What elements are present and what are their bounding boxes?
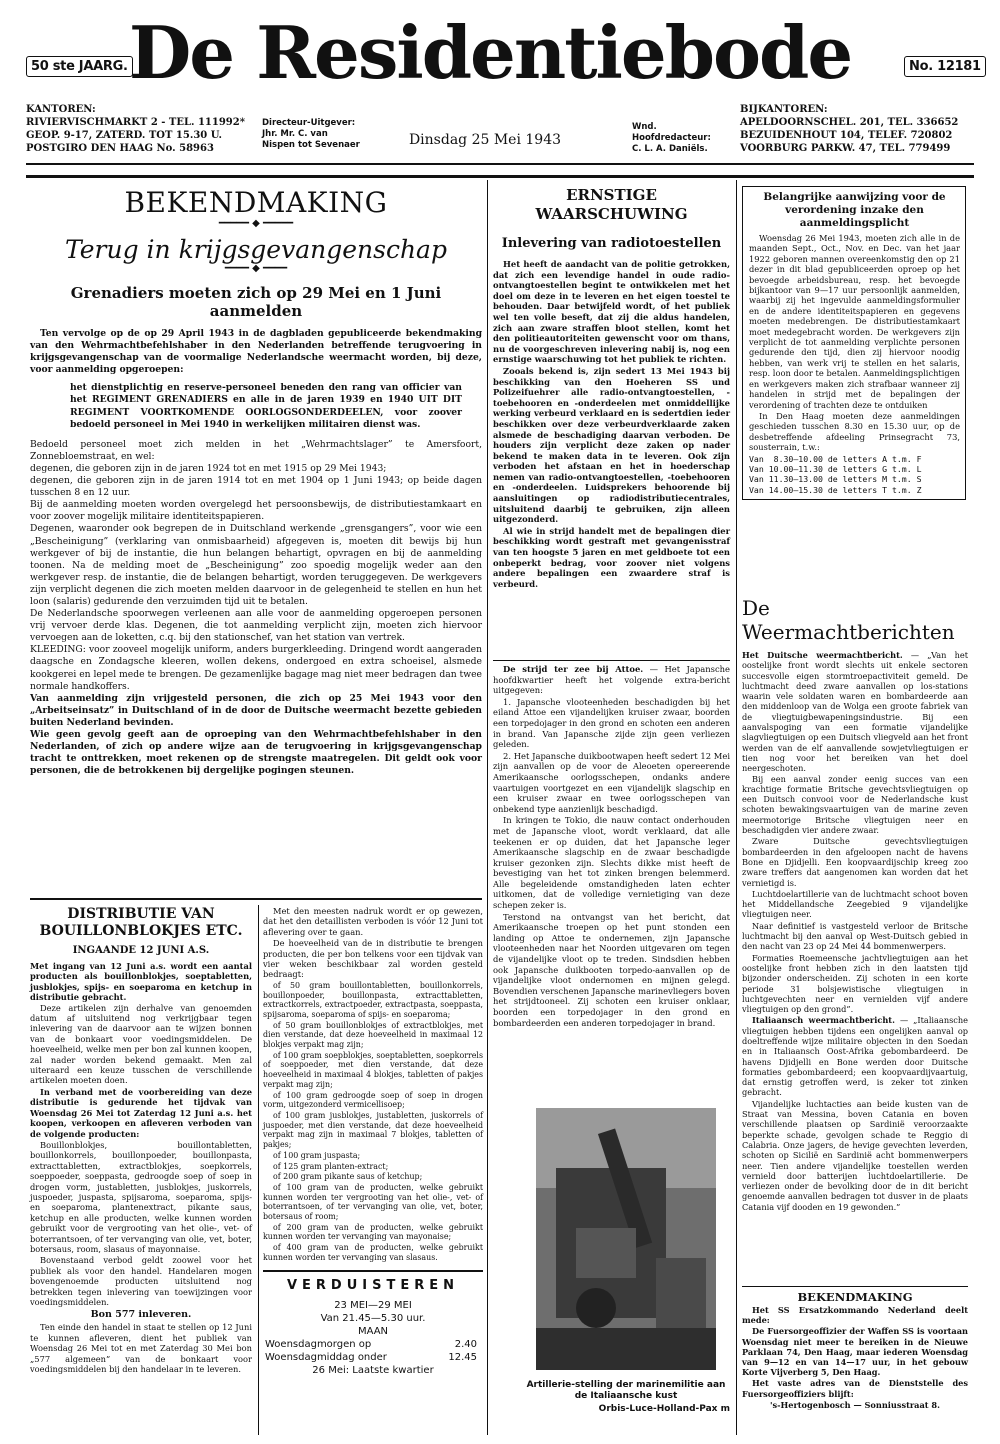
offices-right: BIJKANTOREN: APELDOORNSCHEL. 201, TEL. 336652 BEZUIDENHOUT 104, TELEF. 720802 VOORBURG PARKW. 47, TEL. 779499 bbox=[740, 104, 959, 154]
quantity-item: of 100 gram gedroogde soep of soep in drogen vorm, uitgezonderd vermicellisoep; bbox=[263, 1090, 483, 1110]
moon-row bbox=[263, 1338, 483, 1351]
aanwijzing-paragraph: In Den Haag moeten deze aanmeldingen geschieden tusschen 8.30 en 15.30 uur, op de desbetreffende afdeeling Prinsegracht 73, sousterrain, t.w.: bbox=[749, 410, 960, 453]
weermacht-paragraph: Luchtdoelartillerie van de luchtmacht schoot boven het Middellandsche Zeegebied 9 vijandelijke vliegtuigen neer. bbox=[742, 888, 968, 920]
notice-paragraph: degenen, die geboren zijn in de jaren 1924 tot en met 1915 op 29 Mei 1943; bbox=[30, 462, 387, 474]
distributie-paragraph: Ten einde den handel in staat te stellen op 12 Juni te kunnen afleveren, dient het publiek van Woensdag 26 Mei tot en met Zaterdag 30 Mei bon „577 algemeen” van de bonkaart voor voedingsmiddelen bij den handelaar in te leveren. bbox=[30, 1322, 252, 1375]
quantity-item: of 200 gram pikante saus of ketchup; bbox=[273, 1172, 423, 1182]
moon-row bbox=[263, 1351, 483, 1364]
quantity-item: of 100 gram juspasta; bbox=[273, 1150, 361, 1160]
schedule-row: Van 11.30—13.00 de letters M t.m. S bbox=[749, 474, 922, 485]
quantity-item: of 100 gram soepblokjes, soeptabletten, soepkorrels of soeppoeder, met dien verstande, dat deze hoeveelheid in maximaal 4 blokjes, tabletten of pakjes verpakt mag zijn; bbox=[263, 1050, 483, 1089]
weermacht-article bbox=[742, 596, 968, 1213]
column-rule bbox=[736, 180, 737, 1435]
italian-lead: Italiaansch weermachtbericht. bbox=[752, 1015, 895, 1026]
masthead-title: De Residentiebode bbox=[128, 10, 852, 95]
moon-heading: MAAN bbox=[357, 1326, 389, 1337]
notice-intro: Ten vervolge op de op 29 April 1943 in de dagbladen gepubliceerde bekendmaking van den Wehrmachtbefehlshaber in den Nederlanden betreffende terugvoering in krijgsgevangenschap van de voormalige Nederlandsche weermacht worden, bij deze, voor aanmelding opgeroepen: bbox=[30, 328, 482, 376]
attoe-article bbox=[493, 664, 730, 1029]
editor-info: Wnd. Hoofdredacteur: C. L. A. Daniëls. bbox=[632, 122, 711, 154]
column-rule bbox=[487, 180, 488, 1435]
ss-notice-paragraph: Het vaste adres van de Dienststelle des Fuersorgeoffiziers blijft: bbox=[742, 1378, 968, 1399]
aanwijzing-box bbox=[742, 186, 966, 500]
notice-paragraph: Van aanmelding zijn vrijgesteld personen, die zich op 25 Mei 1943 voor den „Arbeitseinsatz” in Duitschland of in de door de Duitsche weermacht bezette gebieden buiten Nederland bevinden. bbox=[30, 692, 482, 728]
quantity-item: of 50 gram bouillontabletten, bouillonkorrels, bouillonpoeder, bouillonpasta, extracttabletten, extractkorrels, extractpoeder, extractpasta, soeppasta, spijsaroma, soeparoma of spijs- en soeparoma; bbox=[263, 980, 483, 1019]
artillery-photo-illustration bbox=[536, 1108, 716, 1370]
verduisteren-dates: 23 MEI—29 MEI bbox=[334, 1300, 412, 1311]
attoe-lead: De strijd ter zee bij Attoe. bbox=[503, 664, 644, 674]
ss-notice-paragraph: De Fuersorgeoffizier der Waffen SS is voortaan Woensdag niet meer te bereiken in de Nieuwe Parklaan 74, Den Haag, maar iederen Woensdag van 9—12 en van 14—17 uur, in het gebouw Korte Vijverberg 5, Den Haag. bbox=[742, 1326, 968, 1378]
distributie-article bbox=[30, 906, 252, 1375]
distributie-paragraph: Deze artikelen zijn derhalve van genoemden datum af uitsluitend nog verkrijgbaar tegen inlevering van de daarvoor aan te wijzen bonnen van de bonkaart voor voedingsmiddelen. De hoeveelheid, welke men per bon zal kunnen koopen, zal nader worden bekend gemaakt. Men zal uiteraard een keuze tusschen de verschillende artikelen moeten doen. bbox=[30, 1002, 252, 1086]
ornament: ━━━━━ ◆ ━━━━━ bbox=[218, 218, 294, 229]
notice-subtitle: Grenadiers moeten zich op 29 Mei en 1 Juni aanmelden bbox=[70, 284, 442, 320]
schedule-row: Van 8.30—10.00 de letters A t.m. F bbox=[749, 453, 922, 464]
artillery-photo bbox=[536, 1108, 716, 1370]
section-rule bbox=[493, 660, 730, 661]
weermacht-paragraph: Zware Duitsche gevechtsvliegtuigen bombardeerden in den afgeloopen nacht de havens Bone en Djidjelli. Een koopvaardijschip kreeg zoo zware treffers dat aangenomen kan worden dat het vernietigd is. bbox=[742, 836, 968, 888]
issue-number-box bbox=[904, 56, 986, 77]
section-rule bbox=[30, 898, 482, 900]
attoe-paragraph: In kringen te Tokio, die nauw contact onderhouden met de Japansche vloot, wordt verklaard, dat alle teekenen er op duiden, dat het Japansche leger Amerikaansche slagschip en de zwaar beschadigde kruiser gezonken zijn. Slechts dikke mist heeft de bevestiging van het tot zinken brengen belemmerd. Alle begeleidende omstandigheden laten echter uitkomen, dat de volledige vernietiging van deze schepen zeker is. bbox=[493, 815, 730, 911]
warning-heading: ERNSTIGE WAARSCHUWING bbox=[535, 186, 688, 223]
attoe-paragraph: 2. Het Japansche duikbootwapen heeft sedert 12 Mei zijn aanvallen op de voor de Aleoeten opereerende Amerikaansche oorlogsschepen, ondanks andere vaartuigen voortgezet en een vijandelijk slagschip en een kruiser zwaar en twee oorlogsschepen van onbekend type aanzienlijk beschadigd. bbox=[493, 750, 730, 814]
quantity-item: of 100 gram van de producten, welke gebruikt kunnen worden ter vergrooting van het olie-, vet- of boterrantsoen, of ter vervanging van olie, vet, boter, botersaus of room; bbox=[263, 1182, 483, 1222]
weermacht-paragraph: — „Van het oostelijke front wordt slechts uit enkele sectoren succesvolle eigen stormtroepactiviteit gemeld. De luchtmacht deed zware aanvallen op los-stations waarin vele soldaten waren en bombardeerde aan den middenloop van de Wolga een groote fabriek van de vliegtuigbewapeningsindustrie. Bij een aanvalspoging van een formatie vijandelijke slagvliegtuigen op een Duitsch vliegveld aan het front werden van de elf aanvallende sowjetvliegtuigen er tien nog voor het bereiken van het doel neergeschoten. bbox=[742, 650, 969, 774]
notice-paragraph: Bedoeld personeel moet zich melden in het „Wehrmachtslager” te Amersfoort, Zonnebloemstraat, en wel: bbox=[30, 438, 482, 462]
verduisteren-heading: VERDUISTEREN bbox=[286, 1278, 460, 1293]
moon-note: 26 Mei: Laatste kwartier bbox=[312, 1365, 434, 1376]
attoe-lead-rest: — Het Japansche hoofdkwartier heeft het volgende extra-bericht uitgegeven: bbox=[493, 664, 730, 696]
aanwijzing-heading: Belangrijke aanwijzing voor de verordening inzake den aanmeldingsplicht bbox=[763, 191, 946, 229]
distributie-bon: Bon 577 inleveren. bbox=[90, 1309, 192, 1321]
distributie-lead: Met ingang van 12 Juni a.s. wordt een aantal producten als bouillonblokjes, soeptabletten, jusblokjes, spijs- en soeparoma en ketchup in distributie gebracht. bbox=[30, 961, 252, 1003]
photo-caption: Artillerie-stelling der marinemilitie aan de Italiaansche kust bbox=[526, 1380, 726, 1401]
ss-notice-address: 's-Hertogenbosch — Sonniusstraat 8. bbox=[770, 1399, 940, 1410]
attoe-paragraph: Terstond na ontvangst van het bericht, dat Amerikaansche troepen op het punt stonden een landing op Attoe te ondernemen, zijn Japansche vlooteenheden naar het Noorden uitgevaren om tegen de vijandelijke vloot op te treden. Sindsdien hebben ook Japansche duikbooten torpedo-aanvallen op de vijandelijke vloot ondernomen en mijnen gelegd. Bovendien verschenen Japansche marinevliegers boven het strijdtooneel. Zij schoten een kruiser onklaar, boorden een torpedojager in den grond en bombardeerden een anderen torpedojager in brand. bbox=[493, 911, 730, 1028]
notice-paragraph: Degenen, waaronder ook begrepen de in Duitschland werkende „grensgangers”, voor wie een „Bescheinigung” (verklaring van onmisbaarheid) afgegeven is, moeten dit bewijs bij hun werkgever of bij de instantie, die hun belangen behartigt, opvragen en bij de aanmelding toonen. Na de melding moet de „Bescheinigung” zoo spoedig mogelijk weder aan den werkgever resp. de instantie, die de belangen behartigt, worden teruggegeven. De werkgevers zijn verplicht degenen die zich moeten melden daarvoor in de gelegenheid te stellen en hun het loon (salaris) gedurende den verzuimden tijd uit te betalen. bbox=[30, 523, 482, 607]
offices-left: KANTOREN: RIVIERVISCHMARKT 2 - TEL. 111992* GEOP. 9-17, ZATERD. TOT 15.30 U. POSTGIRO DEN HAAG No. 58963 bbox=[26, 104, 245, 154]
distributie-paragraph: In verband met de voorbereiding van deze distributie is gedurende het tijdvak van Woensdag 26 Mei tot Zaterdag 12 Juni a.s. het koopen, verkoopen en afleveren verboden van de volgende producten: bbox=[30, 1086, 252, 1139]
ss-notice-heading: BEKENDMAKING bbox=[797, 1290, 913, 1304]
photo-credit: Orbis-Luce-Holland-Pax m bbox=[598, 1404, 730, 1414]
ornament: ━━━━ ◆ ━━━━ bbox=[224, 263, 288, 274]
distributie-subheading: INGAANDE 12 JUNI A.S. bbox=[72, 945, 210, 956]
notice-heading: BEKENDMAKING bbox=[124, 186, 388, 219]
quantity-item: of 100 gram jusblokjes, justabletten, juskorrels of juspoeder, met dien verstande, dat deze hoeveelheid verpakt mag zijn in maximaal 7 blokjes, tabletten of pakjes; bbox=[263, 1110, 483, 1150]
moon-row-value: 2.40 bbox=[454, 1339, 477, 1350]
ss-notice-paragraph: Het SS Ersatzkommando Nederland deelt mede: bbox=[742, 1305, 968, 1326]
warning-paragraph: Het heeft de aandacht van de politie getrokken, dat zich een levendige handel in oude radio-ontvangtoestellen begint te ontwikkelen met het doel om deze in te leveren en het eigen toestel te behouden. Daar betwijfeld wordt, of het publiek wel ten volle beseft, dat zij die aldus handelen, zich aan zware straffen bloot stellen, komt het den politieautoriteiten gewenscht voor om thans, nu de voorgeschreven inlevering nabij is, nog een ernstige waarschuwing tot het publiek te richten. bbox=[493, 259, 730, 365]
weermacht-paragraph: Bij een aanval zonder eenig succes van een krachtige formatie Britsche gevechtsvliegtuigen op een Duitsch convooi voor de Nederlandsche kust schoten bewakingsvaartuigen van de marine zeven meermotorige Britsche vliegtuigen neer en beschadigden vier andere zwaar. bbox=[742, 773, 968, 836]
notice-paragraph: De Nederlandsche spoorwegen verleenen aan alle voor de aanmelding opgeroepen personen vrij vervoer derde klas. Degenen, die tot aanmelding verplicht zijn, moeten zich hiervoor vervoegen aan de loketten, c.q. bij den stationschef, van het station van vertrek. bbox=[30, 608, 482, 644]
masthead-rule-thick bbox=[26, 175, 974, 178]
notice-paragraph: degenen, die geboren zijn in de jaren 1914 tot en met 1904 op 1 Juni 1943; op beide dagen tusschen 8 en 12 uur. bbox=[30, 475, 482, 499]
verduisteren-box bbox=[263, 1270, 483, 1377]
warning-paragraph: Al wie in strijd handelt met de bepalingen dier beschikking wordt gestraft met gevangenisstraf van ten hoogste 5 jaren en met geldboete tot een onbeperkt bedrag, voor zoover niet volgens andere bepalingen een zwaardere straf is verbeurd. bbox=[493, 525, 730, 589]
verduisteren-times: Van 21.45—5.30 uur. bbox=[320, 1313, 426, 1324]
attoe-paragraph: 1. Japansche vlooteenheden beschadigden bij het eiland Attoe een vijandelijken kruiser zwaar, boorden een torpedojager in den grond en schoten een anderen in brand. Van Japansche zijde zijn geen verliezen geleden. bbox=[493, 696, 730, 750]
notice-paragraph: Wie geen gevolg geeft aan de oproeping van den Wehrmachtbefehlshaber in den Nederlanden, of zich op andere wijze aan de terugvoering in krijgsgevangenschap tracht te onttrekken, moet rekenen op de strengste maatregelen. Dit geldt ook voor personen, die de betrokkenen bij dergelijke pogingen steunen. bbox=[30, 729, 482, 777]
director-info: Directeur-Uitgever: Jhr. Mr. C. van Nispen tot Sevenaer bbox=[262, 118, 360, 150]
weermacht-paragraph: Naar definitief is vastgesteld verloor de Britsche luchtmacht bij den aanval op West-Duitsch gebied in den nacht van 23 op 24 Mei 44 bommenwerpers. bbox=[742, 920, 968, 952]
quantity-item: of 200 gram van de producten, welke gebruikt kunnen worden ter vervanging van mayonaise; bbox=[263, 1222, 483, 1242]
weermacht-paragraph: Formaties Roemeensche jachtvliegtuigen aan het oostelijke front hebben zich in den laatsten tijd bijzonder onderscheiden. Zij schoten in een korte periode 31 bolsjewistische vliegtuigen in luchtgevechten neer en vernielden vijf andere vliegtuigen op den grond”. bbox=[742, 952, 968, 1015]
italian-paragraph: Vijandelijke luchtacties aan beide kusten van de Straat van Messina, boven Catania en boven verschillende plaatsen op Sardinië veroorzaakte beperkte schade, gevolgen schade te Reggio di Calabria. Onze jagers, de hevige gevechten leverden, schoten op Sicilië en Sardinië acht bommenwerpers neer. Tien andere vijandelijke toestellen werden vernield door batterijen luchtdoelartillerie. De verliezen onder de bevolking door de in dit bericht genoemde aanvallen bedragen tot dusver in de plaats Catania vijf dooden en 19 gewonden.” bbox=[742, 1098, 968, 1212]
notice-paragraph: KLEEDING: voor zooveel mogelijk uniform, anders burgerkleeding. Dringend wordt aangeraden daagsche en Zondagsche kleeren, wollen dekens, ondergoed en extra schoeisel, alsmede kookgerei en lepel mede te brengen. De gezamenlijke bagage mag niet meer bedragen dan twee normale handkoffers. bbox=[30, 644, 482, 692]
ss-notice bbox=[742, 1290, 968, 1410]
column-rule bbox=[258, 905, 259, 1435]
issue-date: Dinsdag 25 Mei 1943 bbox=[408, 132, 562, 148]
weermacht-lead: Het Duitsche weermachtbericht. bbox=[742, 650, 903, 660]
notice-paragraph: Bij de aanmelding moeten worden overgelegd het persoonsbewijs, de distributiestamkaart en voor zoover mogelijk militaire identiteitspapieren. bbox=[30, 499, 482, 523]
quantity-item: of 125 gram planten-extract; bbox=[273, 1161, 389, 1171]
schedule-row: Van 14.00—15.30 de letters T t.m. Z bbox=[749, 484, 922, 495]
masthead-rule bbox=[26, 163, 974, 165]
schedule-row: Van 10.00—11.30 de letters G t.m. L bbox=[749, 463, 922, 474]
quantity-item: of 50 gram bouillonblokjes of extractblokjes, met dien verstande, dat deze hoeveelheid in maximaal 12 blokjes verpakt mag zijn; bbox=[263, 1020, 483, 1050]
distributie-paragraph: De hoeveelheid van de in distributie te brengen producten, die per bon telkens voor een tijdvak van vier weken beschikbaar zal worden gesteld bedraagt: bbox=[263, 938, 483, 980]
notice-subheading: Terug in krijgsgevangenschap bbox=[65, 235, 447, 264]
moon-row-label: Woensdagmorgen op bbox=[265, 1339, 372, 1350]
distributie-heading: DISTRIBUTIE VAN BOUILLONBLOKJES ETC. bbox=[39, 906, 243, 939]
distributie-continued bbox=[263, 906, 483, 1264]
distributie-paragraph: Met den meesten nadruk wordt er op gewezen, dat het den detaillisten verboden is vóór 12 Juni tot aflevering over te gaan. bbox=[263, 906, 483, 937]
warning-article bbox=[493, 186, 730, 590]
quantity-item: of 400 gram van de producten, welke gebruikt kunnen worden ter vervanging van slasaus. bbox=[263, 1243, 483, 1262]
main-notice bbox=[30, 186, 482, 777]
italian-paragraph: — „Italiaansche vliegtuigen hebben tijdens een ongelijken aanval op doeltreffende wijze militaire objecten in den Soedan en in Italiaansch Oost-Afrika gebombardeerd. De havens Djidjelli en Bone werden door Duitsche formaties gebombardeerd; een koopvaardijvaartuig, dat ernstig getroffen werd, is zeker tot zinken gebracht. bbox=[742, 1015, 968, 1098]
distributie-paragraph: Bouillonblokjes, bouillontabletten, bouillonkorrels, bouillonpoeder, bouillonpasta, extracttabletten, extractblokjes, soepkorrels, soeppoeder, soeppasta, gedroogde soep of soep in drogen vorm, justabletten, jusblokjes, juskorrels, juspoeder, juspasta, spijsaroma, soeparoma, spijs- en soeparoma, plantenextract, pikante saus, ketchup en alle producten, welke kunnen worden gebruikt voor de vergrooting van het olie-, vet- of boterrantsoen, of ter vervanging van olie, vet, boter, botersaus, room, slasaus of mayonnaise. bbox=[30, 1139, 252, 1254]
section-rule bbox=[742, 1286, 968, 1287]
warning-paragraph: Zooals bekend is, zijn sedert 13 Mei 1943 bij beschikking van den Hoeheren SS und Polizeifuehrer alle radio-ontvangtoestellen, -toebehooren en -onderdeelen met onmiddellijke werking verbeurd verklaard en is sedertdien ieder beschikken over deze verbeurdverklaarde zaken alsmede de beschadiging daarvan verboden. De houders zijn verplicht deze zaken op nader bekend te maken data in te leveren. Ook zijn verboden het afstaan en het in hoederschap nemen van radio-ontvangtoestellen, -toebehooren en -onderdeelen. Luidsprekers behoorende bij aansluitingen op radiodistributiecentrales, uitsluitend daarbij te gebruiken, zijn alleen uitgezonderd. bbox=[493, 365, 730, 525]
aanwijzing-paragraph: Woensdag 26 Mei 1943, moeten zich alle in de maanden Sept., Oct., Nov. en Dec. van het jaar 1922 geboren mannen overeenkomstig den op 21 dezer in dit blad gepubliceerden oproep op het bevoegde arbeidsbureau, resp. het bevoegde bijkantoor van 9—17 uur persoonlijk aanmelden, waarbij zij het ingevulde aanmeldingsformulier en de andere identiteitspapieren en gegevens moeten medebrengen. De distributiestamkaart moet medegebracht worden. De werkgevers zijn verplicht de tot aanmelding verplichte personen gedurende den tijd, dien zij hiervoor noodig hebben, van werk vrij te stellen en het salaris, resp. loon door te betalen. Aanmeldingsplichtigen en werkgevers maken zich strafbaar wanneer zij handelen in strijd met de bepalingen der verordening of trachten deze te ontduiken bbox=[749, 233, 960, 410]
edition-year: 50 ste JAARG. bbox=[31, 59, 128, 74]
moon-row-value: 12.45 bbox=[448, 1352, 477, 1363]
weermacht-heading: De Weermachtberichten bbox=[742, 596, 955, 644]
warning-subheading: Inlevering van radiotoestellen bbox=[501, 236, 722, 251]
moon-row-label: Woensdagmiddag onder bbox=[265, 1352, 387, 1363]
distributie-paragraph: Bovenstaand verbod geldt zoowel voor het publiek als voor den handel. Handelaren mogen bovengenoemde producten uitsluitend nog betrekken tegen inlevering van toewijzingen voor voedingsmiddelen. bbox=[30, 1255, 252, 1307]
issue-number: No. 12181 bbox=[909, 59, 981, 74]
notice-quote: het dienstplichtig en reserve-personeel beneden den rang van officier van het REGIMENT GRENADIERS en alle in de jaren 1939 en 1940 UIT DIT REGIMENT VOORTKOMENDE OORLOGSONDERDEELEN, voor zoover bedoeld personeel in Mei 1940 in werkelijken militairen dienst was. bbox=[70, 382, 462, 430]
